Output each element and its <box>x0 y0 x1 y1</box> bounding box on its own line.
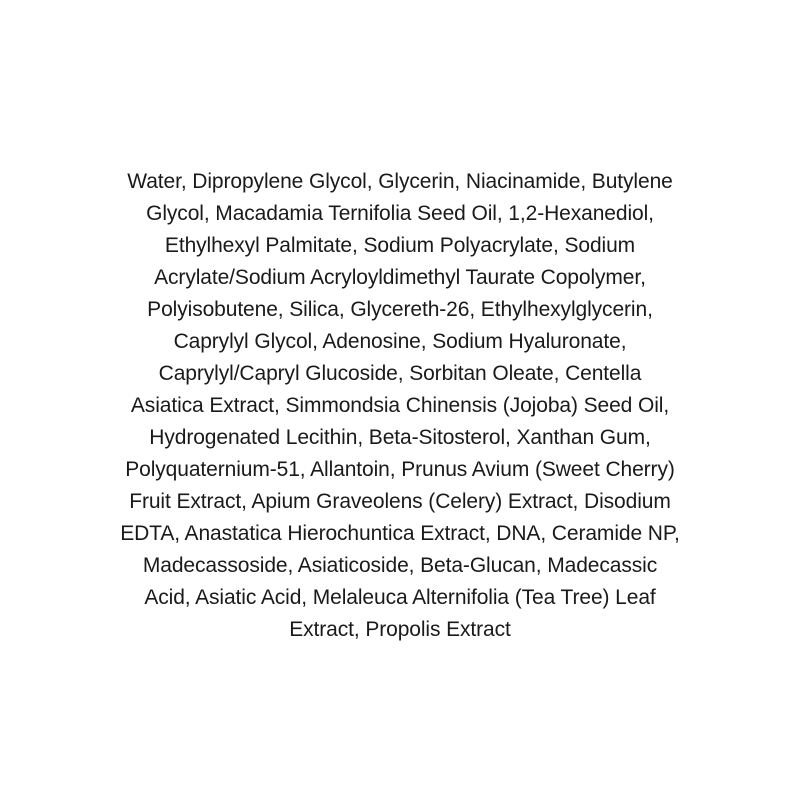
ingredients-line-10: Polyquaternium-51, Allantoin, Prunus Avium (Sweet Cherry) <box>125 458 675 481</box>
ingredients-line-6: Caprylyl Glycol, Adenosine, Sodium Hyaluronate, <box>173 330 627 353</box>
ingredients-line-5: Polyisobutene, Silica, Glycereth-26, Ethylhexylglycerin, <box>147 298 653 321</box>
ingredients-list <box>70 166 730 646</box>
ingredients-line-13: Madecassoside, Asiaticoside, Beta-Glucan, Madecassic <box>142 554 658 577</box>
ingredients-line-3: Ethylhexyl Palmitate, Sodium Polyacrylate, Sodium <box>164 234 636 257</box>
ingredients-line-7: Caprylyl/Capryl Glucoside, Sorbitan Oleate, Centella <box>158 362 642 385</box>
ingredients-line-8: Asiatica Extract, Simmondsia Chinensis (Jojoba) Seed Oil, <box>130 394 670 417</box>
ingredients-line-9: Hydrogenated Lecithin, Beta-Sitosterol, Xanthan Gum, <box>149 426 651 449</box>
ingredients-line-15: Extract, Propolis Extract <box>289 618 511 641</box>
ingredients-line-11: Fruit Extract, Apium Graveolens (Celery) Extract, Disodium <box>129 490 671 513</box>
ingredients-line-14: Acid, Asiatic Acid, Melaleuca Alternifolia (Tea Tree) Leaf <box>144 586 656 609</box>
ingredients-line-4: Acrylate/Sodium Acryloyldimethyl Taurate Copolymer, <box>154 266 646 289</box>
ingredients-line-12: EDTA, Anastatica Hierochuntica Extract, DNA, Ceramide NP, <box>120 522 680 545</box>
ingredients-line-1: Water, Dipropylene Glycol, Glycerin, Niacinamide, Butylene <box>127 170 673 193</box>
ingredients-line-2: Glycol, Macadamia Ternifolia Seed Oil, 1,2-Hexanediol, <box>146 202 654 225</box>
